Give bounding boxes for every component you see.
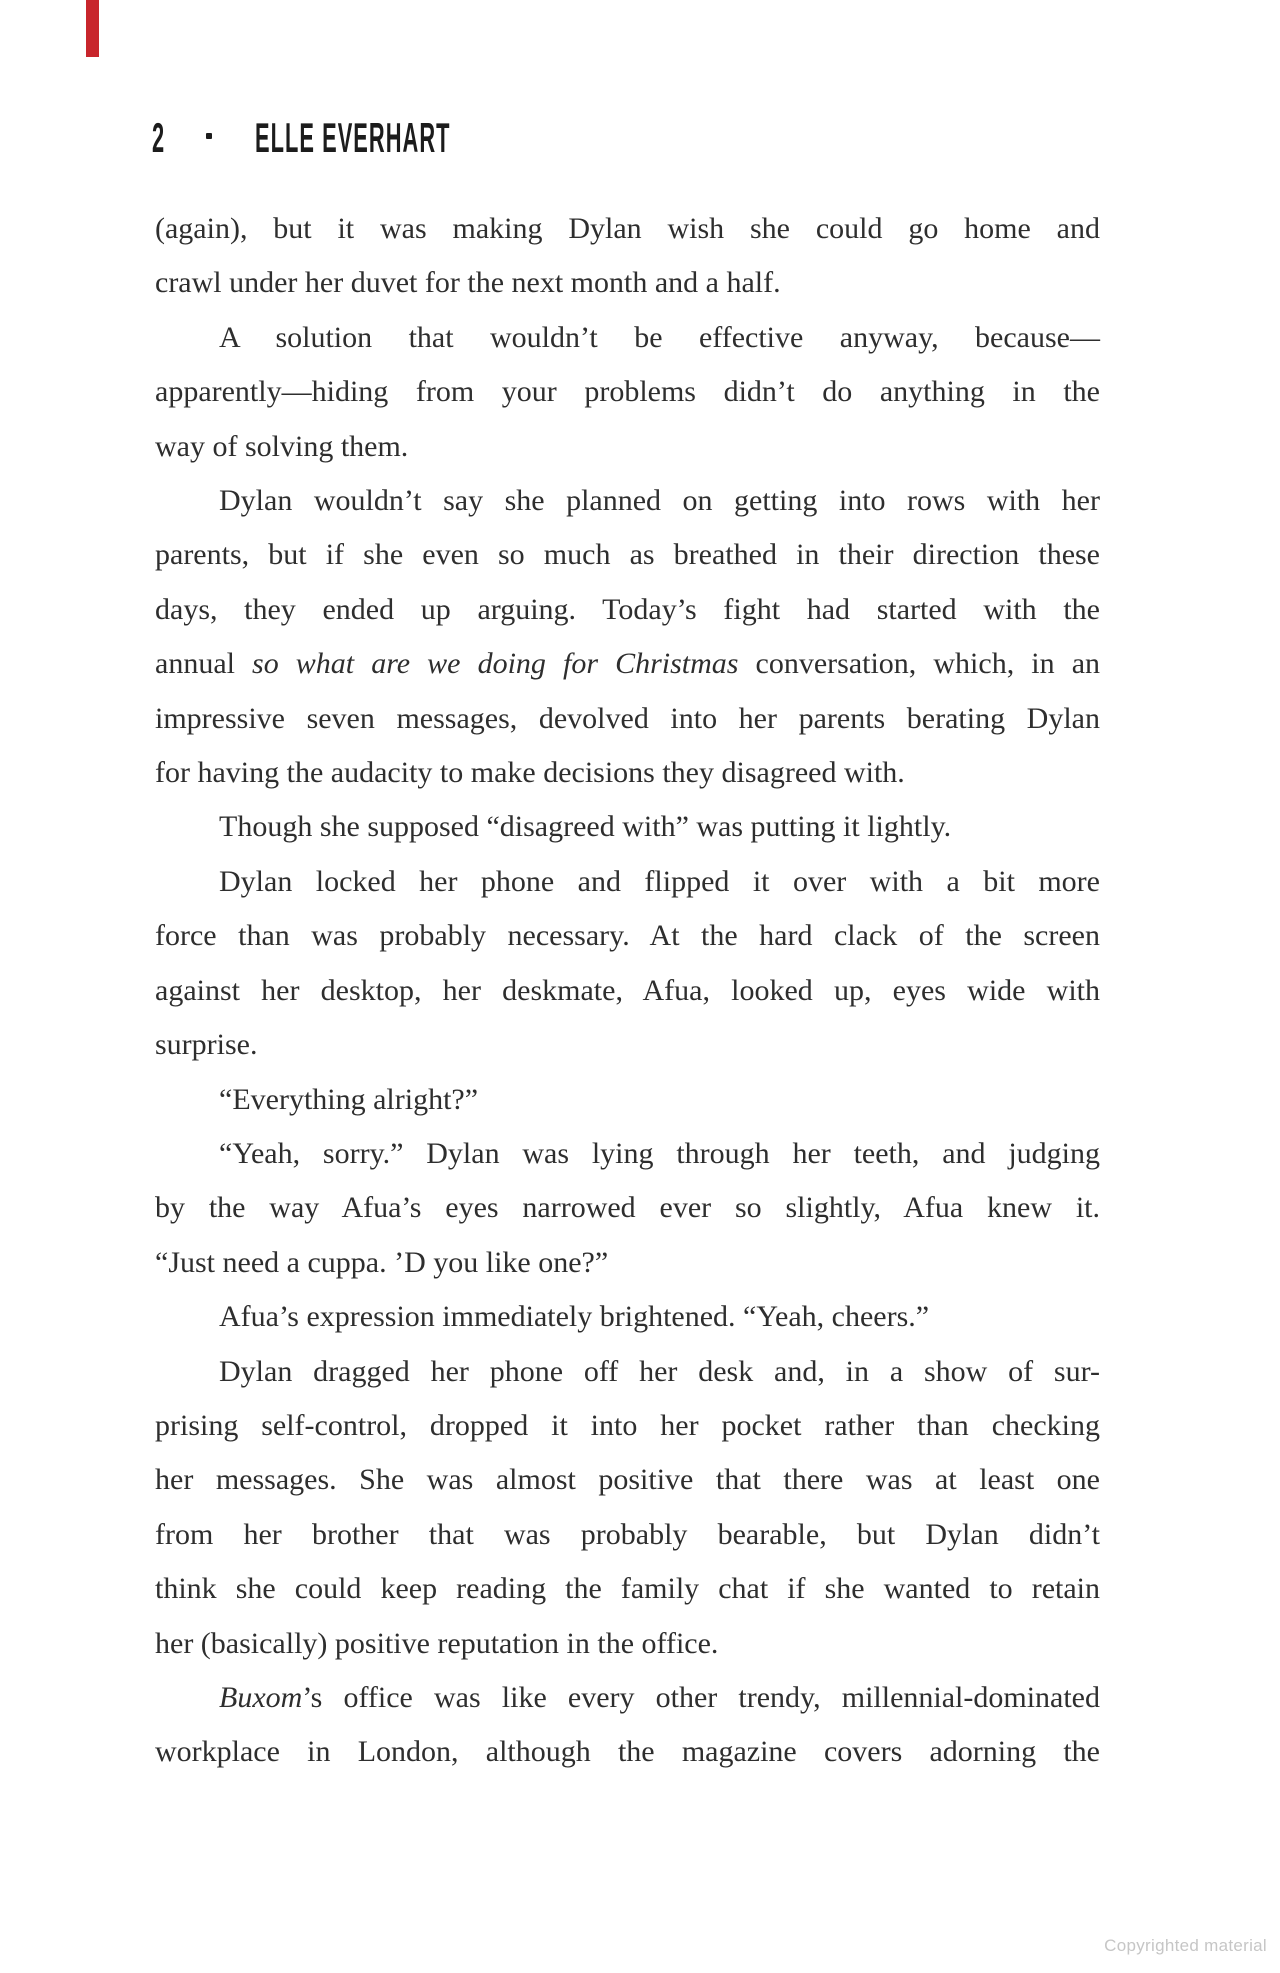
paragraph xyxy=(155,474,1100,800)
paragraph xyxy=(155,800,1100,854)
italic-text: so what are we doing for Christmas xyxy=(252,647,739,681)
text-line xyxy=(155,1725,1100,1779)
text-line xyxy=(155,1290,1100,1344)
italic-text: Buxom xyxy=(219,1680,303,1714)
paragraph xyxy=(155,1073,1100,1127)
text-segment: think she could keep reading the family chat if she wanted to retain xyxy=(155,1572,1100,1606)
text-segment: from her brother that was probably bearable, but Dylan didn’t xyxy=(155,1517,1100,1551)
text-line xyxy=(155,1181,1100,1235)
text-segment: Dylan locked her phone and flipped it over with a bit more xyxy=(219,864,1100,898)
text-segment: her messages. She was almost positive that there was at least one xyxy=(155,1463,1100,1497)
text-line xyxy=(155,1562,1100,1616)
text-segment: prising self-control, dropped it into her pocket rather than checking xyxy=(155,1408,1100,1442)
text-segment: “Everything alright?” xyxy=(219,1082,479,1116)
text-line xyxy=(155,1508,1100,1562)
text-segment: Dylan wouldn’t say she planned on getting into rows with her xyxy=(219,484,1100,518)
text-line xyxy=(155,1399,1100,1453)
text-segment: annual xyxy=(155,647,253,681)
text-line xyxy=(155,1127,1100,1181)
text-segment: “Just need a cuppa. ’D you like one?” xyxy=(155,1245,609,1279)
text-line xyxy=(155,1453,1100,1507)
text-line xyxy=(155,964,1100,1018)
paragraph xyxy=(155,855,1100,1073)
text-segment: ’s office was like every other trendy, millennial-dominated xyxy=(302,1680,1100,1714)
page-text xyxy=(155,202,1100,1780)
text-segment: A solution that wouldn’t be effective anyway, because— xyxy=(219,320,1100,354)
text-line xyxy=(155,528,1100,582)
text-line xyxy=(155,202,1100,256)
text-segment: surprise. xyxy=(155,1028,258,1062)
text-line xyxy=(155,1073,1100,1127)
text-line xyxy=(155,1018,1100,1072)
text-segment: conversation, which, in an xyxy=(738,647,1101,681)
text-line xyxy=(155,800,1100,854)
text-segment: Though she supposed “disagreed with” was putting it lightly. xyxy=(219,810,952,844)
text-segment: days, they ended up arguing. Today’s fight had started with the xyxy=(155,592,1100,626)
paragraph xyxy=(155,1127,1100,1290)
text-line xyxy=(155,1671,1100,1725)
text-segment: way of solving them. xyxy=(155,429,409,463)
paragraph xyxy=(155,311,1100,474)
text-segment: Afua’s expression immediately brightened. “Yeah, cheers.” xyxy=(219,1300,930,1334)
text-segment: against her desktop, her deskmate, Afua, looked up, eyes wide with xyxy=(155,973,1100,1007)
text-segment: apparently—hiding from your problems didn’t do anything in the xyxy=(155,375,1100,409)
page-number: 2 xyxy=(152,114,166,161)
text-line xyxy=(155,909,1100,963)
text-segment: force than was probably necessary. At the hard clack of the screen xyxy=(155,919,1100,953)
text-segment: her (basically) positive reputation in the office. xyxy=(155,1626,719,1660)
running-head-author: ELLE EVERHART xyxy=(255,114,451,161)
paragraph xyxy=(155,1345,1100,1671)
text-line xyxy=(155,1236,1100,1290)
text-line xyxy=(155,692,1100,746)
text-line xyxy=(155,1345,1100,1399)
text-line xyxy=(155,256,1100,310)
text-line xyxy=(155,420,1100,474)
page-edge-mark xyxy=(86,0,99,57)
text-segment: impressive seven messages, devolved into her parents berating Dylan xyxy=(155,701,1100,735)
text-line xyxy=(155,583,1100,637)
paragraph xyxy=(155,1290,1100,1344)
text-segment: parents, but if she even so much as breathed in their direction these xyxy=(155,538,1100,572)
header-separator-dot xyxy=(206,133,212,139)
text-line xyxy=(155,311,1100,365)
text-segment: Dylan dragged her phone off her desk and, in a show of sur- xyxy=(219,1354,1100,1388)
paragraph xyxy=(155,1671,1100,1780)
text-segment: for having the audacity to make decisions they disagreed with. xyxy=(155,756,905,790)
paragraph xyxy=(155,202,1100,311)
text-segment: “Yeah, sorry.” Dylan was lying through her teeth, and judging xyxy=(219,1136,1100,1170)
text-segment: by the way Afua’s eyes narrowed ever so slightly, Afua knew it. xyxy=(155,1191,1100,1225)
text-line xyxy=(155,746,1100,800)
text-line xyxy=(155,474,1100,528)
text-segment: (again), but it was making Dylan wish she could go home and xyxy=(155,212,1100,245)
text-segment: workplace in London, although the magazine covers adorning the xyxy=(155,1735,1100,1769)
text-line xyxy=(155,637,1100,691)
text-segment: crawl under her duvet for the next month and a half. xyxy=(155,266,781,300)
text-line xyxy=(155,855,1100,909)
copyright-notice: Copyrighted material xyxy=(1104,1936,1267,1955)
text-line xyxy=(155,365,1100,419)
text-line xyxy=(155,1617,1100,1671)
